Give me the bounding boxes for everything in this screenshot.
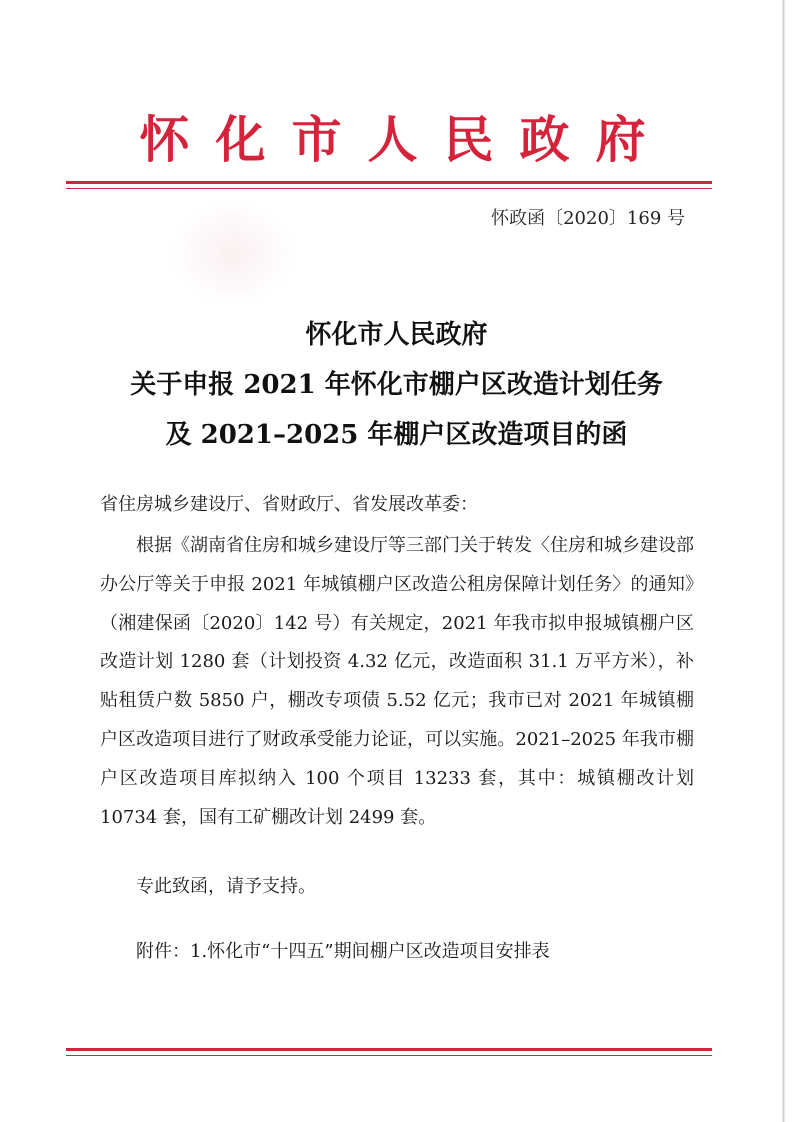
footer-rule-thin xyxy=(66,1055,712,1056)
header-rule-thin xyxy=(66,188,712,189)
masthead-title: 怀化市人民政府 xyxy=(139,111,672,169)
header-rule-thick xyxy=(66,181,712,184)
footer-rule-thick xyxy=(66,1048,712,1051)
document-number: 怀政函〔2020〕169 号 xyxy=(491,208,685,229)
faint-seal-stamp xyxy=(168,198,298,308)
attachment-line: 附件：1.怀化市“十四五”期间棚户区改造项目安排表 xyxy=(136,941,550,962)
body-paragraph: 根据《湖南省住房和城乡建设厅等三部门关于转发〈住房和城乡建设部办公厅等关于申报 2021 年城镇棚户区改造公租房保障计划任务〉的通知》（湘建保函〔2020〕142 号）有关规定，2021 年我市拟申报城镇棚户区改造计划 1280 套（计划投资 4.32 亿元，改造面积 31.1 万平方米），补贴租赁户数 5850 户，棚改专项债 5.52 亿元；我市已对 2021 年城镇棚户区改造项目进行了财政承受能力论证，可以实施。2021–2025 年我市棚户区改造项目库拟纳入 100 个项目 13233 套，其中：城镇棚改计划 10734 套，国有工矿棚改计划 2499 套。 xyxy=(100,535,694,828)
doc-title-line2: 关于申报 2021 年怀化市棚户区改造计划任务 xyxy=(130,370,663,400)
salutation: 省住房城乡建设厅、省财政厅、省发展改革委： xyxy=(100,494,478,515)
doc-title-line1: 怀化市人民政府 xyxy=(305,320,488,350)
doc-title-line3: 及 2021–2025 年棚户区改造项目的函 xyxy=(165,420,628,450)
closing-line: 专此致函，请予支持。 xyxy=(136,876,316,897)
